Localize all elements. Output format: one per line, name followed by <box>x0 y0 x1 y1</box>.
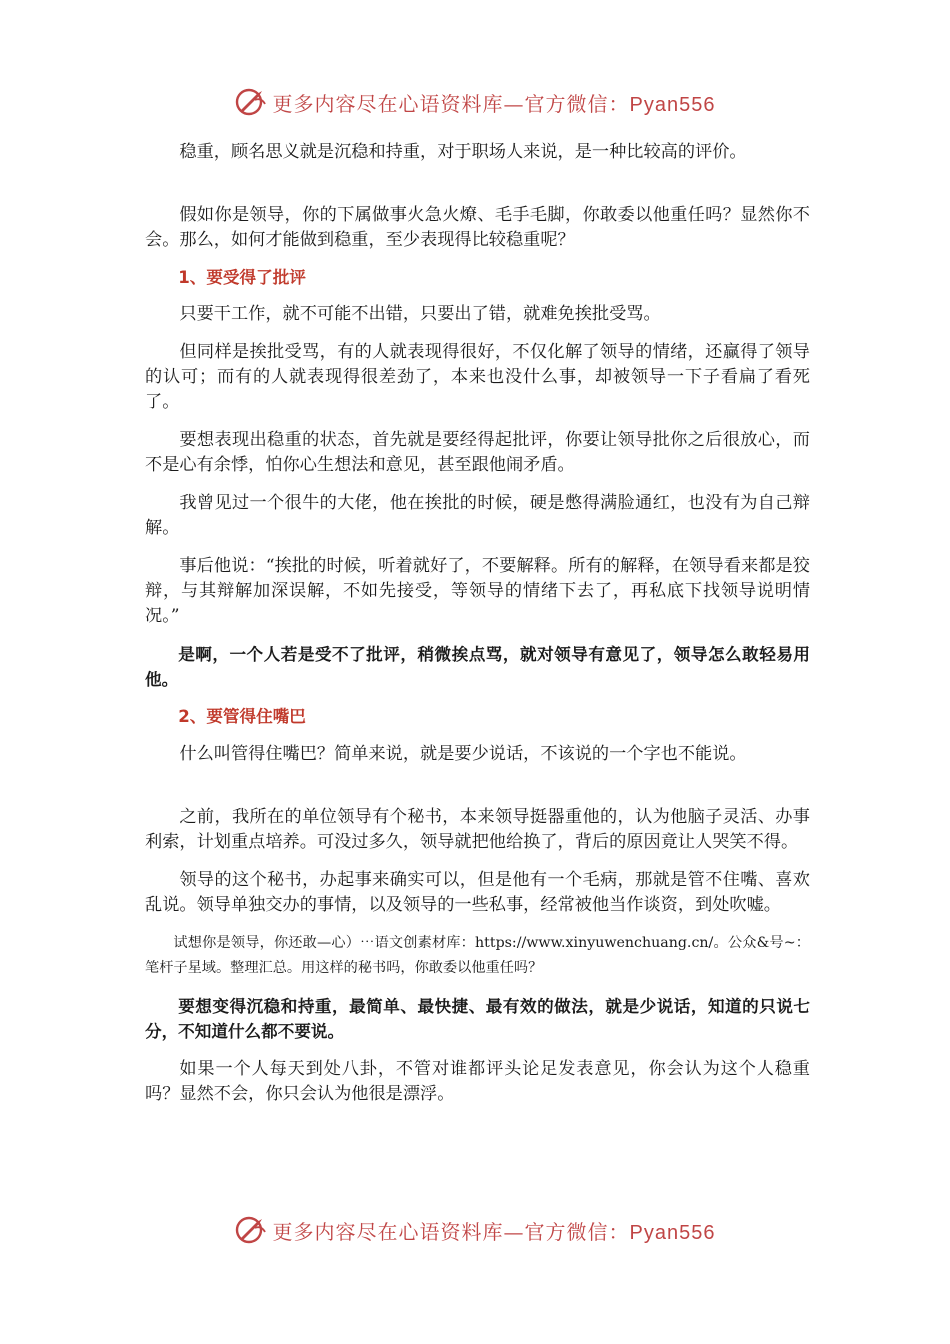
paragraph-8-emphasis: 是啊，一个人若是受不了批评，稍微挨点骂，就对领导有意见了，领导怎么敢轻易用他。 <box>145 645 810 689</box>
paragraph-10: 之前，我所在的单位领导有个秘书，本来领导挺器重他的，认为他脑子灵活、办事利索，计划重点培养。可没过多久，领导就把他给换了，背后的原因竟让人哭笑不得。 <box>145 807 810 852</box>
paragraph-14: 如果一个人每天到处八卦，不管对谁都评头论足发表意见，你会认为这个人稳重吗？显然不会，你只会认为他很是漂浮。 <box>145 1059 810 1104</box>
paragraph-5: 要想表现出稳重的状态，首先就是要经得起批评，你要让领导批你之后很放心，而不是心有余悸，怕你心生想法和意见，甚至跟他闹矛盾。 <box>145 430 810 475</box>
paragraph-4: 但同样是挨批受骂，有的人就表现得很好，不仅化解了领导的情绪，还赢得了领导的认可；而有的人就表现得很差劲了，本来也没什么事，却被领导一下子看扁了看死了。 <box>145 342 810 412</box>
paragraph-1: 稳重，顾名思义就是沉稳和持重，对于职场人来说，是一种比较高的评价。 <box>179 142 747 162</box>
footer-banner-text: 更多内容尽在心语资料库—官方微信：Pyan556 <box>272 1219 716 1244</box>
header-banner <box>0 82 950 122</box>
pen-logo-icon <box>235 86 267 118</box>
paragraph-2: 假如你是领导，你的下属做事火急火燎、毛手毛脚，你敢委以他重任吗？显然你不会。那么，如何才能做到稳重，至少表现得比较稳重呢？ <box>145 205 810 250</box>
pen-logo-icon <box>235 1214 267 1246</box>
paragraph-9: 什么叫管得住嘴巴？简单来说，就是要少说话，不该说的一个字也不能说。 <box>179 744 747 764</box>
paragraph-3: 只要干工作，就不可能不出错，只要出了错，就难免挨批受骂。 <box>179 304 661 324</box>
paragraph-11: 领导的这个秘书，办起事来确实可以，但是他有一个毛病，那就是管不住嘴、喜欢乱说。领导单独交办的事情，以及领导的一些私事，经常被他当作谈资，到处吹嘘。 <box>145 870 810 915</box>
paragraph-12: 试想你是领导，你还敢—心）⋯语文创素材库：https://www.xinyuwenchuang.cn/。公众&号~：笔杆子星域。整理汇总。用这样的秘书吗，你敢委以他重任吗？ <box>145 935 810 976</box>
paragraph-6: 我曾见过一个很牛的大佬，他在挨批的时候，硬是憋得满脸通红，也没有为自己辩解。 <box>145 493 810 538</box>
footer-wechat-id: Pyan556 <box>629 1221 716 1244</box>
paragraph-7: 事后他说：“挨批的时候，听着就好了，不要解释。所有的解释，在领导看来都是狡辩，与其辩解加深误解，不如先接受，等领导的情绪下去了，再私底下找领导说明情况。” <box>145 556 810 626</box>
header-banner-text: 更多内容尽在心语资料库—官方微信：Pyan556 <box>272 91 716 116</box>
paragraph-13-emphasis: 要想变得沉稳和持重，最简单、最快捷、最有效的做法，就是少说话，知道的只说七分，不知道什么都不要说。 <box>145 997 810 1041</box>
header-wechat-id: Pyan556 <box>629 93 716 116</box>
section-heading-1: 1、要受得了批评 <box>178 268 306 287</box>
article-body <box>145 140 810 1107</box>
footer-banner <box>0 1210 950 1250</box>
section-heading-2: 2、要管得住嘴巴 <box>178 707 306 726</box>
